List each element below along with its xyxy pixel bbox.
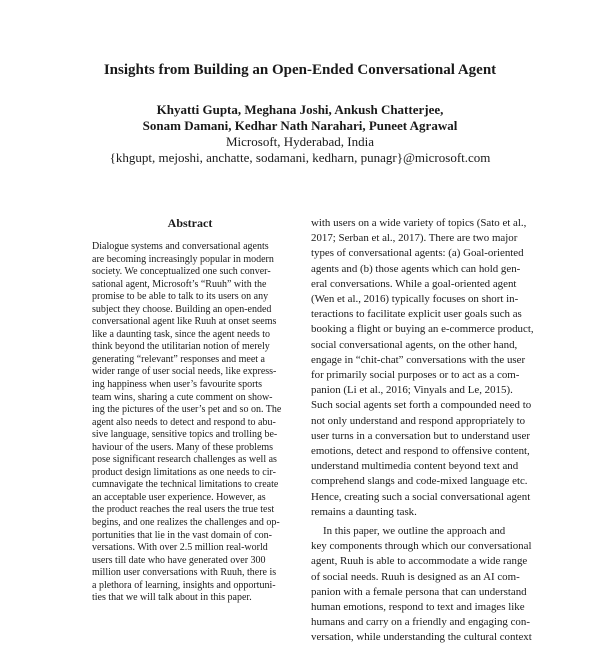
text-line: remains a daunting task. [311, 505, 417, 518]
body-right-column [311, 216, 556, 646]
text-line: teractions to facilitate explicit user goals such as [311, 308, 522, 321]
author-block [0, 102, 600, 166]
text-line: booking a flight or buying an e-commerce product, [311, 323, 534, 336]
text-line: agent, Ruuh is able to accommodate a wide range [311, 555, 528, 568]
text-line: with users on a wide variety of topics (Sato et al., [311, 217, 527, 229]
text-line: million user conversations with Ruuh, there is [92, 567, 277, 579]
author-names-line-2: Sonam Damani, Kedhar Nath Narahari, Puneet Agrawal [142, 118, 458, 133]
text-line: Hence, creating such a social conversational agent [311, 490, 531, 503]
body-paragraph-1 [311, 216, 556, 520]
text-line: portunities that lie in the vast domain of con- [92, 529, 272, 541]
body-paragraph-2 [311, 524, 556, 646]
text-line: a plethora of learning, insights and opportuni- [92, 579, 276, 591]
text-line: In this paper, we outline the approach and [323, 525, 506, 538]
text-line: not only understand and respond appropriately to [311, 414, 526, 427]
text-line: society. We conceptualized one such conver- [92, 266, 271, 278]
text-line: social conversational agents, on the other hand, [311, 338, 518, 351]
text-line: versations. With over 2.5 million real-world [92, 542, 268, 554]
text-line: eral conversations. While a goal-oriented agent [311, 277, 517, 290]
author-emails: {khgupt, mejoshi, anchatte, sodamani, kedharn, punagr}@microsoft.com [109, 150, 491, 165]
abstract-body [92, 241, 288, 605]
paper-title: Insights from Building an Open-Ended Conversational Agent [103, 62, 497, 78]
text-line: humans and carry on a friendly and engaging con- [311, 616, 530, 629]
text-line: Dialogue systems and conversational agents [92, 241, 269, 252]
text-line: Such social agents set forth a compounded need to [311, 399, 532, 412]
text-line: panion with a female persona that can understand [311, 585, 527, 598]
text-line: user turns in a conversation but to understand user [311, 429, 530, 442]
text-line: begins, and one realizes the challenges and op- [92, 517, 280, 529]
text-line: human emotions, respond to text and images like [311, 601, 525, 614]
text-line: agent also needs to detect and respond to abu- [92, 416, 276, 428]
text-line: generating “relevant” responses and meet a [92, 353, 265, 365]
text-line: product design limitations as one needs to cir- [92, 466, 276, 478]
text-line: sive language, sensitive topics and trolling be- [92, 429, 278, 441]
text-line: the product reaches the real users the true test [92, 504, 275, 516]
text-line: subject they choose. Building an open-ended [92, 303, 272, 315]
text-line: conversational agent like Ruuh at onset seems [92, 316, 277, 328]
text-line: types of conversational agents: (a) Goal-oriented [311, 247, 524, 260]
text-line: versation, while understanding the cultural context [311, 631, 532, 644]
text-line: comprehend slangs and code-mixed language etc. [311, 475, 528, 488]
text-line: an acceptable user experience. However, as [92, 491, 266, 503]
text-line: ties that we will talk about in this paper. [92, 592, 252, 604]
text-line: wider range of user social needs, like express- [92, 366, 277, 378]
text-line: emotions, detect and respond to offensive content, [311, 445, 530, 458]
text-line: haviour of the users. Many of these problems [92, 441, 274, 453]
text-line: for primarily social purposes or to act as a com- [311, 369, 520, 382]
text-line: cumnavigate the technical limitations to create [92, 479, 279, 491]
abstract-heading: Abstract [167, 216, 213, 230]
text-line: of social needs. Ruuh is designed as an AI com- [311, 570, 520, 583]
text-line: ing the pictures of the user’s pet and so on. The [92, 404, 282, 416]
text-line: like a daunting task, since the agent needs to [92, 328, 271, 340]
affiliation: Microsoft, Hyderabad, India [225, 134, 374, 149]
text-line: agents and (b) those agents which can hold gen- [311, 262, 521, 275]
author-names-line-1: Khyatti Gupta, Meghana Joshi, Ankush Chatterjee, [156, 102, 444, 117]
text-line: panion (Li et al., 2016; Vinyals and Le, 2015). [311, 384, 513, 397]
text-line: (Wen et al., 2016) typically focuses on short in- [311, 293, 519, 306]
text-line: key components through which our conversational [311, 540, 532, 553]
text-line: pose significant research challenges as well as [92, 454, 277, 466]
text-line: understand multimedia content beyond text and [311, 460, 519, 473]
text-line: think beyond the utilitarian notion of merely [92, 341, 270, 353]
text-line: 2017; Serban et al., 2017). There are two major [311, 232, 518, 245]
text-line: ing happiness when user’s favourite sports [92, 379, 263, 391]
text-line: promise to be able to talk to its users on any [92, 291, 269, 303]
text-line: are becoming increasingly popular in modern [92, 253, 274, 265]
text-line: users till date who have generated over 300 [92, 554, 266, 566]
text-line: sational agent, Microsoft’s “Ruuh” with the [92, 278, 267, 290]
text-line: team wins, sharing a cute comment on show- [92, 391, 273, 403]
text-line: engage in “chit-chat” conversations with the user [311, 353, 526, 366]
